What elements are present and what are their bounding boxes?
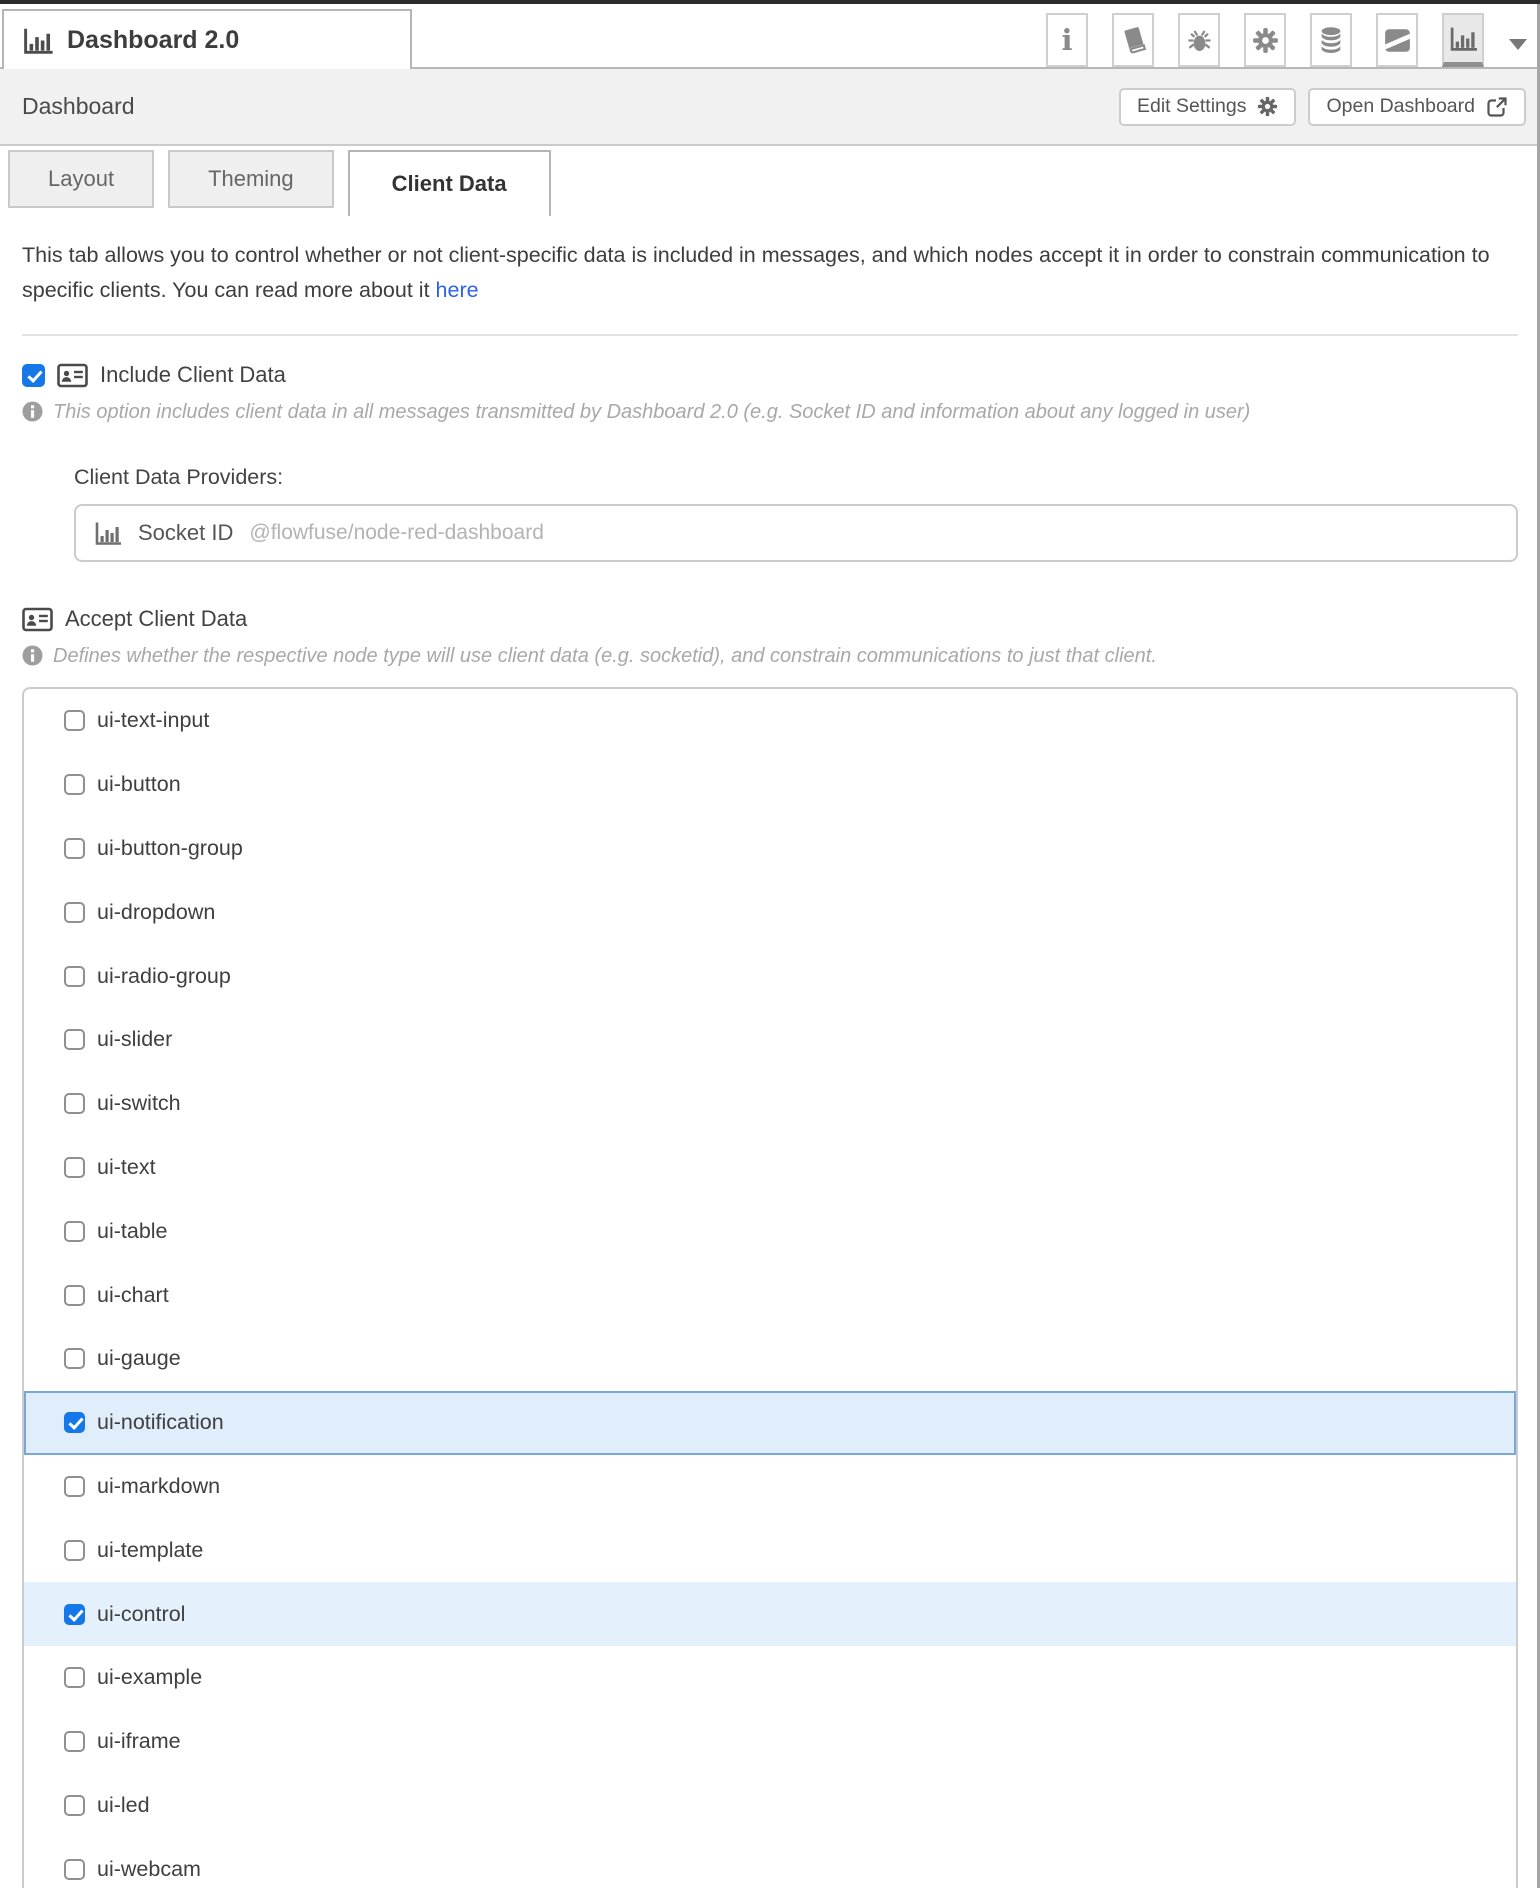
tab-dashboard-2-0[interactable] — [2, 9, 412, 69]
client-data-providers-label: Client Data Providers: — [74, 465, 284, 489]
bar-chart-icon — [94, 521, 122, 545]
dashboard-chart-icon[interactable] — [1442, 13, 1484, 67]
node-row[interactable] — [24, 689, 1516, 753]
accept-client-data-heading — [22, 606, 1518, 632]
node-checkbox[interactable] — [64, 1795, 85, 1816]
section-divider — [22, 334, 1518, 336]
node-row[interactable] — [24, 1646, 1516, 1710]
node-checkbox[interactable] — [64, 966, 85, 987]
id-card-icon — [22, 607, 53, 632]
node-checkbox[interactable] — [64, 1348, 85, 1369]
node-row[interactable] — [24, 1263, 1516, 1327]
provider-package: @flowfuse/node-red-dashboard — [249, 521, 544, 544]
node-row-label: ui-gauge — [97, 1346, 181, 1371]
node-row[interactable] — [24, 944, 1516, 1008]
tab-theming[interactable]: Theming — [168, 150, 334, 208]
node-row[interactable] — [24, 1518, 1516, 1582]
node-checkbox[interactable] — [64, 1412, 85, 1433]
accept-client-data-info: Defines whether the respective node type will use client data (e.g. socketid), and constrain communications to just that client. — [22, 643, 1518, 669]
node-row-label: ui-button — [97, 772, 181, 797]
node-checkbox[interactable] — [64, 1093, 85, 1114]
node-row-label: ui-iframe — [97, 1729, 181, 1754]
node-row-label: ui-notification — [97, 1410, 224, 1435]
node-row[interactable] — [24, 1327, 1516, 1391]
id-card-icon — [57, 363, 88, 388]
node-row-label: ui-radio-group — [97, 963, 231, 988]
tab-description: This tab allows you to control whether or not client-specific data is included in messages, and which nodes accept it in order to constrain communication to specific clients. You can read more about it here — [22, 243, 1490, 302]
node-row-label: ui-example — [97, 1665, 203, 1690]
node-checkbox[interactable] — [64, 1667, 85, 1688]
accept-client-data-label: Accept Client Data — [65, 606, 248, 631]
chevron-down-icon — [1509, 39, 1527, 50]
node-checkbox[interactable] — [64, 1859, 85, 1880]
node-checkbox[interactable] — [64, 1540, 85, 1561]
node-row[interactable] — [24, 1582, 1516, 1646]
info-circle-icon — [22, 401, 43, 422]
gear-icon — [1257, 96, 1278, 117]
node-checkbox[interactable] — [64, 774, 85, 795]
debug-bug-icon[interactable] — [1178, 13, 1220, 67]
context-database-icon[interactable] — [1310, 13, 1352, 67]
node-row-label: ui-webcam — [97, 1856, 201, 1881]
node-row[interactable] — [24, 1774, 1516, 1838]
node-row-label: ui-button-group — [97, 835, 243, 860]
include-client-data-heading — [22, 362, 1518, 388]
node-row-label: ui-text — [97, 1154, 156, 1179]
node-checkbox[interactable] — [64, 1221, 85, 1242]
node-row[interactable] — [24, 753, 1516, 817]
node-row-label: ui-dropdown — [97, 899, 216, 924]
node-row-label: ui-switch — [97, 1091, 181, 1116]
dashboard-header — [0, 69, 1540, 146]
node-row-label: ui-markdown — [97, 1473, 221, 1498]
page-title: Dashboard — [22, 93, 135, 119]
node-row[interactable] — [24, 1199, 1516, 1263]
node-checkbox[interactable] — [64, 902, 85, 923]
info-circle-icon — [22, 645, 43, 666]
node-row[interactable] — [24, 1837, 1516, 1888]
node-row-label: ui-led — [97, 1792, 150, 1817]
external-link-icon — [1486, 96, 1508, 118]
info-icon[interactable] — [1046, 13, 1088, 67]
include-client-data-info: This option includes client data in all messages transmitted by Dashboard 2.0 (e.g. Socket ID and information about any logged in user) — [22, 399, 1518, 425]
provider-name: Socket ID — [138, 520, 234, 545]
node-row[interactable] — [24, 817, 1516, 881]
node-checkbox[interactable] — [64, 710, 85, 731]
node-row[interactable] — [24, 1455, 1516, 1519]
node-row-label: ui-table — [97, 1218, 168, 1243]
node-checkbox[interactable] — [64, 838, 85, 859]
config-gear-icon[interactable] — [1244, 13, 1286, 67]
flows-map-icon[interactable] — [1376, 13, 1418, 67]
node-row[interactable] — [24, 1710, 1516, 1774]
sidebar-tabbar — [0, 4, 1540, 69]
include-client-data-label: Include Client Data — [100, 362, 286, 387]
provider-item-socket-id — [74, 504, 1518, 562]
node-checkbox[interactable] — [64, 1029, 85, 1050]
node-checkbox[interactable] — [64, 1157, 85, 1178]
node-checkbox[interactable] — [64, 1604, 85, 1625]
settings-tabs — [0, 146, 1540, 216]
node-checkbox[interactable] — [64, 1476, 85, 1497]
accept-node-list — [22, 687, 1518, 1888]
tab-client-data[interactable]: Client Data — [348, 150, 551, 216]
node-row-label: ui-template — [97, 1537, 204, 1562]
edit-settings-button[interactable]: Edit Settings — [1119, 88, 1296, 126]
bar-chart-icon — [22, 27, 54, 54]
node-row-label: ui-text-input — [97, 708, 210, 733]
sidebar-tabs-dropdown[interactable] — [1508, 34, 1528, 54]
node-row[interactable] — [24, 1008, 1516, 1072]
here-link[interactable]: here — [435, 278, 479, 302]
node-row[interactable] — [24, 1136, 1516, 1200]
sidebar-tab-title: Dashboard 2.0 — [67, 25, 240, 54]
tab-layout[interactable]: Layout — [8, 150, 154, 208]
node-row[interactable] — [24, 880, 1516, 944]
node-row-label: ui-slider — [97, 1027, 173, 1052]
help-book-icon[interactable] — [1112, 13, 1154, 67]
include-client-data-checkbox[interactable] — [22, 364, 45, 387]
node-row-label: ui-control — [97, 1601, 186, 1626]
node-row[interactable] — [24, 1391, 1516, 1455]
sidebar-icon-tabs — [1046, 13, 1484, 67]
open-dashboard-button[interactable]: Open Dashboard — [1308, 88, 1526, 126]
node-checkbox[interactable] — [64, 1285, 85, 1306]
node-checkbox[interactable] — [64, 1731, 85, 1752]
node-row[interactable] — [24, 1072, 1516, 1136]
node-row-label: ui-chart — [97, 1282, 169, 1307]
